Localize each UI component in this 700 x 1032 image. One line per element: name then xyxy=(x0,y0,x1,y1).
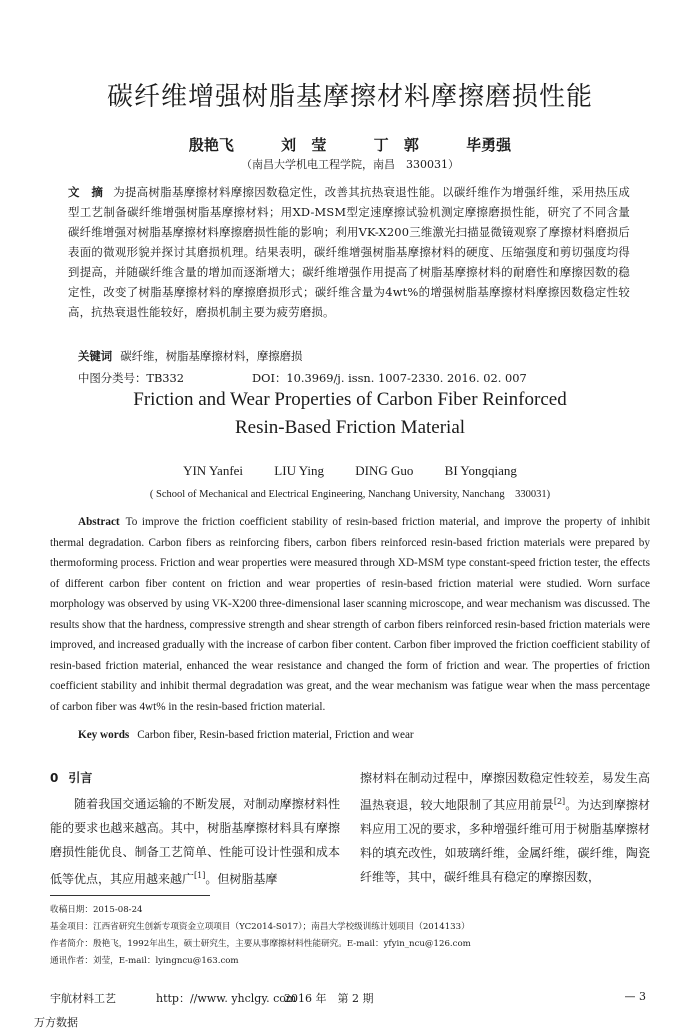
doi: DOI：10.3969/j. issn. 1007-2330. 2016. 02. 007 xyxy=(252,371,527,385)
body-column-right xyxy=(360,766,650,889)
chinese-affiliation: （南昌大学机电工程学院，南昌 330031） xyxy=(241,158,459,171)
journal-issue: 2016 年 第 2 期 xyxy=(284,992,374,1005)
page-number: — 3 xyxy=(624,990,646,1003)
english-abstract xyxy=(50,512,650,717)
english-title xyxy=(0,386,700,442)
author-name: DING Guo xyxy=(355,463,414,478)
classification-number: 中图分类号：TB332 xyxy=(78,371,185,385)
keywords-text: Carbon fiber, Resin-based friction material, Friction and wear xyxy=(137,729,414,741)
english-title-line: Resin-Based Friction Material xyxy=(234,417,466,438)
keywords-label: Key words xyxy=(78,729,130,741)
journal-name: 宇航材料工艺 xyxy=(50,992,116,1005)
author-name: 刘 莹 xyxy=(281,136,327,154)
footnote-divider xyxy=(50,895,210,896)
section-title: 引言 xyxy=(68,771,93,785)
chinese-keywords xyxy=(78,348,638,364)
author-bio: 作者简介：殷艳飞，1992年出生，硕士研究生，主要从事摩擦材料性能研究。E-mail：yfyin_ncu@126.com xyxy=(50,939,471,949)
english-title-line: Friction and Wear Properties of Carbon Fiber Reinforced xyxy=(133,389,567,410)
funding-note: 基金项目：江西省研究生创新专项资金立项项目（YC2014-S017）；南昌大学校级训练计划项目（2014133） xyxy=(50,922,470,932)
journal-url: http：//www. yhclgy. com xyxy=(156,992,297,1005)
section-heading xyxy=(50,766,340,790)
chinese-abstract xyxy=(68,182,630,322)
corresponding-author: 通讯作者：刘莹，E-mail：lyingncu@163.com xyxy=(50,956,239,966)
keywords-text: 碳纤维，树脂基摩擦材料，摩擦磨损 xyxy=(120,349,303,363)
author-name: 毕勇强 xyxy=(466,136,512,154)
received-date: 收稿日期：2015-08-24 xyxy=(50,905,143,915)
body-paragraph: 擦材料在制动过程中，摩擦因数稳定性较差，易发生高温热衰退，较大地限制了其应用前景[2]。为达到摩擦材料应用工况的要求，多种增强纤维可用于树脂基摩擦材料的填充改性，如玻璃纤维，金属纤维，碳纤维，陶瓷纤维等，其中，碳纤维具有稳定的摩擦因数， xyxy=(360,771,650,884)
chinese-authors xyxy=(0,134,700,155)
abstract-label: Abstract xyxy=(78,516,120,528)
english-affiliation: ( School of Mechanical and Electrical Engineering, Nanchang University, Nanchang 330031) xyxy=(149,489,551,500)
footnotes xyxy=(50,902,650,970)
abstract-label: 文 摘 xyxy=(68,185,104,199)
abstract-text: To improve the friction coefficient stability of resin-based friction material, and improve the property of inhibit thermal degradation. Carbon fibers as reinforcing fibers, carbon fibers reinforced resin-based friction materials were prepared by thermoforming process. Friction and wear properties were measured through XD-MSM type constant-speed friction tester, the effects of different carbon fiber content on friction and wear properties of resin-based friction material were studied. Worn surface morphology was observed by using VK-X200 three-dimensional laser scanning microscope, and wear mechanism was discussed. The results show that the hardness, compressive strength and shear strength of carbon fibers reinforced resin-based friction materials were improved, and increased gradually with the increase of carbon fiber content. Carbon fiber improved the friction coefficient stability of resin-based friction material, enhanced the wear resistance and changed the form of friction and wear. The properties of friction coefficient stability and inhibit thermal degradation was great, and the wear mechanism was fatigue wear when the mass percentage of carbon fiber was 4wt% in the resin-based friction material. xyxy=(50,516,650,713)
author-name: 丁 郭 xyxy=(373,136,419,154)
english-authors xyxy=(0,463,700,479)
author-name: YIN Yanfei xyxy=(183,463,244,478)
keywords-label: 关键词 xyxy=(78,349,113,363)
citation-ref: [2] xyxy=(553,797,566,806)
abstract-text: 为提高树脂基摩擦材料摩擦因数稳定性，改善其抗热衰退性能。以碳纤维作为增强纤维，采用热压成型工艺制备碳纤维增强树脂基摩擦材料；用XD-MSM型定速摩擦试验机测定摩擦磨损性能，研究了不同含量碳纤维增强对树脂基摩擦材料摩擦磨损性能的影响；利用VK-X200三维激光扫描显微镜观察了摩擦材料磨损后表面的微观形貌并探讨其磨损机理。结果表明，碳纤维增强树脂基摩擦材料的硬度、压缩强度和剪切强度均得到提高，并随碳纤维含量的增加而逐渐增大；碳纤维增强作用提高了树脂基摩擦材料的耐磨性和摩擦因数的稳定性，改变了树脂基摩擦材料的摩擦磨损形式；碳纤维含量为4wt%的增强树脂基摩擦材料摩擦因数稳定性较高，抗热衰退性能较好，磨损机制主要为疲劳磨损。 xyxy=(68,185,630,319)
citation-ref: [1] xyxy=(194,871,206,880)
chinese-title: 碳纤维增强树脂基摩擦材料摩擦磨损性能 xyxy=(106,82,593,112)
section-number: 0 xyxy=(50,771,59,785)
body-column-left xyxy=(50,766,340,891)
author-name: LIU Ying xyxy=(274,463,325,478)
body-paragraph: 随着我国交通运输的不断发展，对制动摩擦材料性能的要求也越来越高。其中，树脂基摩擦材料具有摩擦磨损性能优良、制备工艺简单、性能可设计性强和成本低等优点，其应用越来越广[1]。但树脂基摩 xyxy=(50,797,340,886)
author-name: 殷艳飞 xyxy=(188,136,234,154)
author-name: BI Yongqiang xyxy=(444,463,517,478)
english-keywords xyxy=(78,729,638,741)
watermark: 万方数据 xyxy=(34,1016,78,1029)
